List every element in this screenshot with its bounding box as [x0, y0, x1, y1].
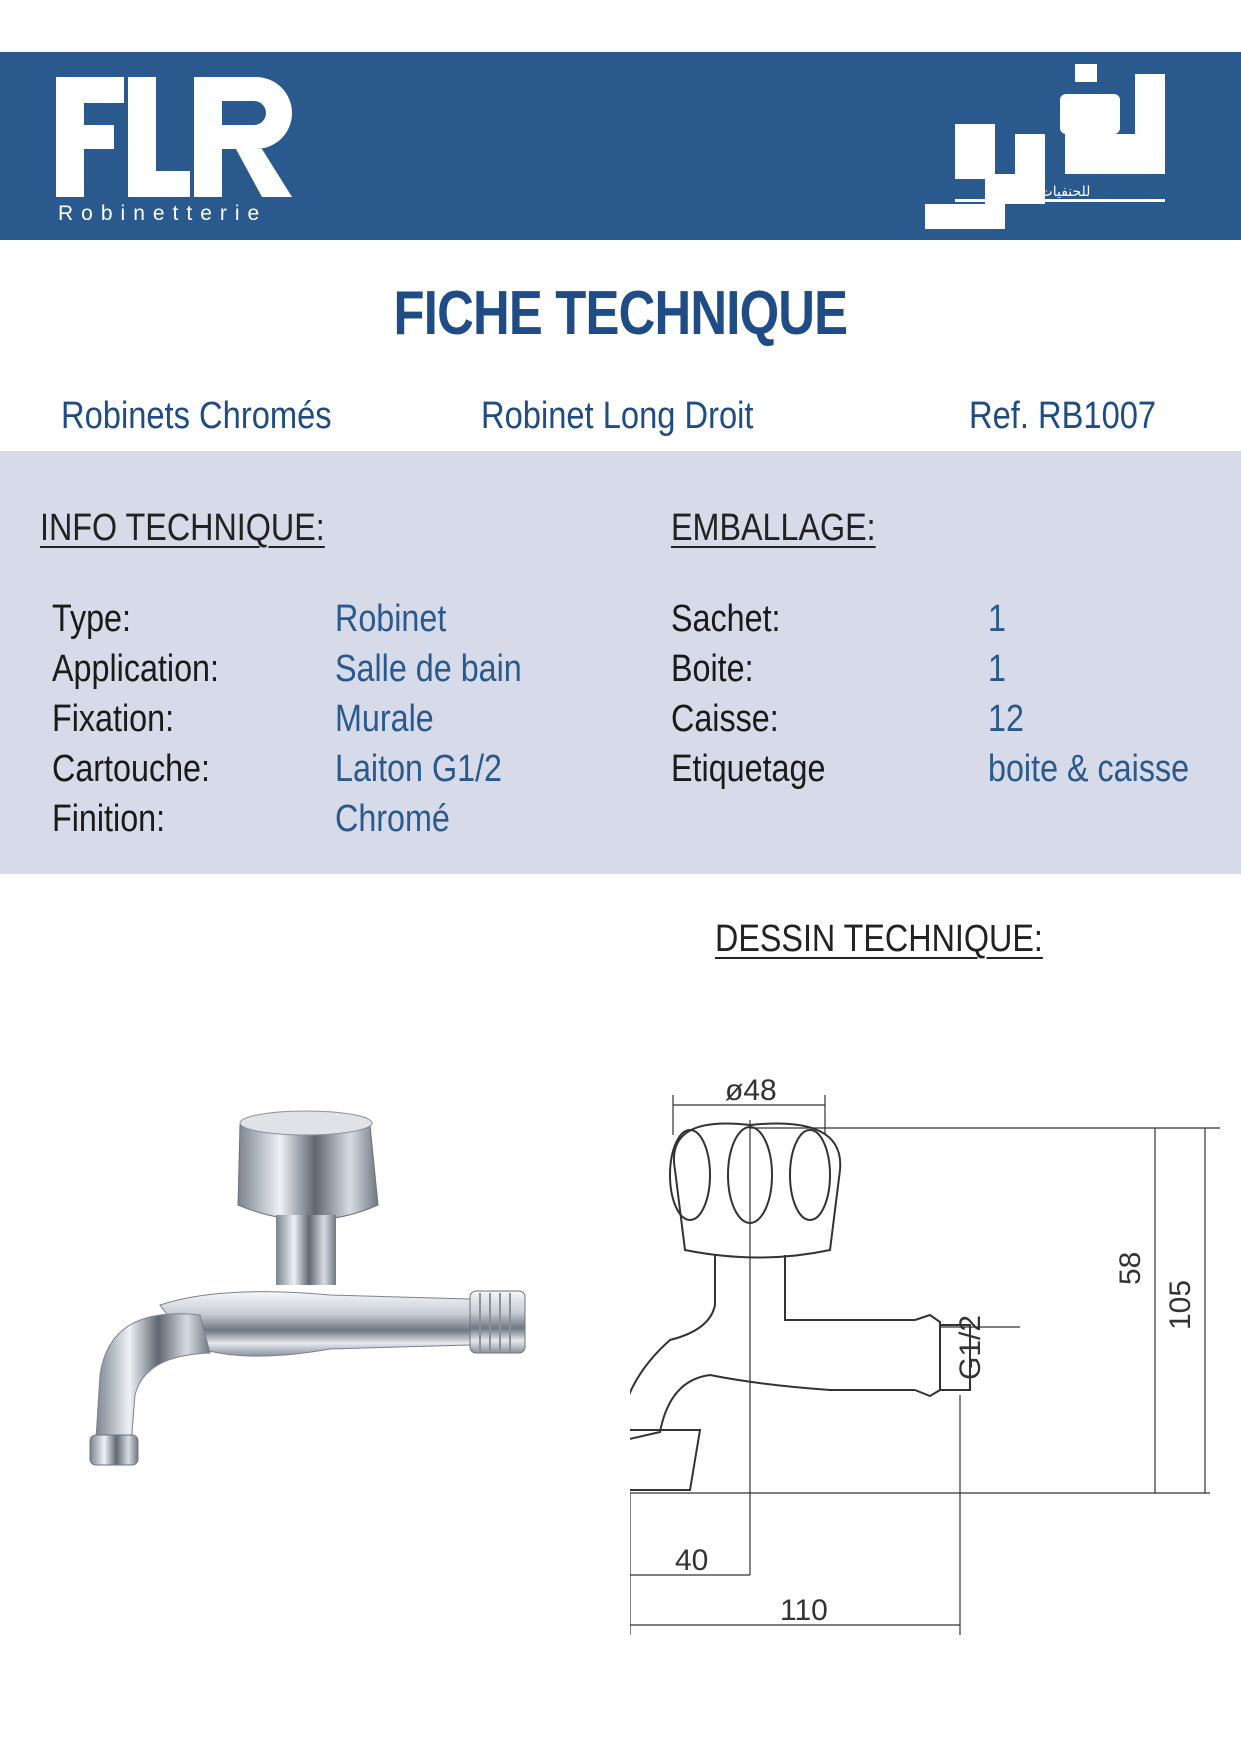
type-value: Robinet — [335, 598, 447, 640]
sachet-label: Sachet: — [671, 598, 781, 640]
application-label: Application: — [52, 648, 219, 690]
product-name: Robinet Long Droit — [481, 395, 754, 437]
svg-text:للحنفيات: للحنفيات — [1039, 184, 1091, 200]
arabic-logo-icon — [915, 64, 1185, 229]
dim-height-total: 105 — [1164, 1279, 1197, 1330]
dim-length: 110 — [780, 1594, 828, 1627]
info-technique-heading: INFO TECHNIQUE: — [40, 507, 325, 549]
caisse-value: 12 — [988, 698, 1024, 740]
page-title: FICHE TECHNIQUE — [393, 279, 848, 348]
brand-subtitle: Robinetterie — [58, 202, 268, 225]
boite-value: 1 — [988, 648, 1006, 690]
sachet-value: 1 — [988, 598, 1006, 640]
technical-drawing — [630, 1050, 1230, 1650]
fixation-label: Fixation: — [52, 698, 175, 740]
emballage-heading: EMBALLAGE: — [671, 507, 876, 549]
dim-height-upper: 58 — [1114, 1251, 1147, 1285]
cartouche-value: Laiton G1/2 — [335, 748, 503, 790]
faucet-photo — [70, 1105, 590, 1525]
product-category: Robinets Chromés — [61, 395, 332, 437]
etiquetage-label: Etiquetage — [671, 748, 826, 790]
dessin-technique-heading: DESSIN TECHNIQUE: — [715, 918, 1043, 960]
fixation-value: Murale — [335, 698, 434, 740]
cartouche-label: Cartouche: — [52, 748, 211, 790]
dim-diameter: ø48 — [725, 1074, 777, 1107]
application-value: Salle de bain — [335, 648, 522, 690]
caisse-label: Caisse: — [671, 698, 779, 740]
dim-thread: G1/2 — [954, 1314, 987, 1380]
type-label: Type: — [52, 598, 132, 640]
finition-value: Chromé — [335, 798, 450, 840]
boite-label: Boite: — [671, 648, 754, 690]
finition-label: Finition: — [52, 798, 166, 840]
etiquetage-value: boite & caisse — [988, 748, 1190, 790]
header-banner — [0, 52, 1241, 240]
info-panel — [0, 451, 1241, 874]
flr-logo-icon — [56, 77, 306, 207]
product-reference: Ref. RB1007 — [969, 395, 1157, 437]
dim-spout: 40 — [675, 1544, 709, 1577]
